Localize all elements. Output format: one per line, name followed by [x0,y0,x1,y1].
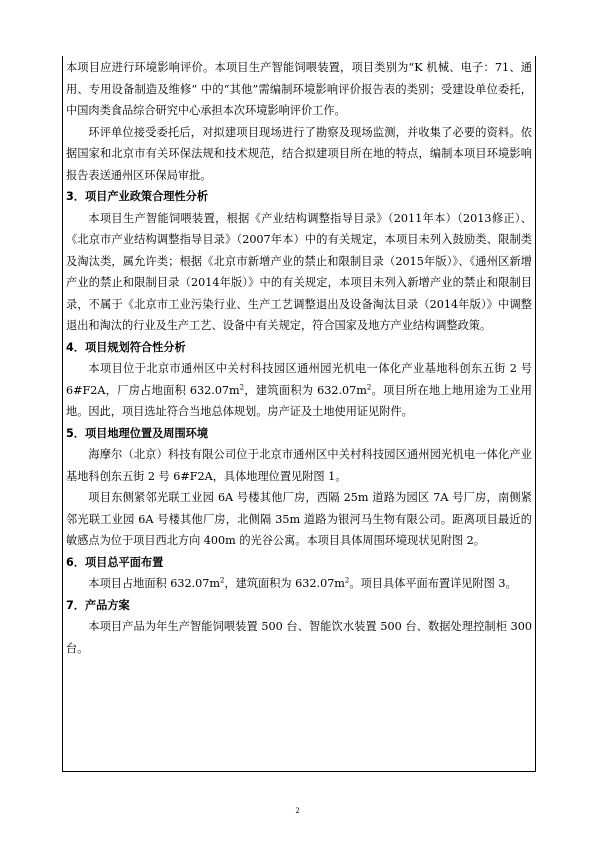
s4-text-b: ，建筑面积为 632.07m [244,383,367,397]
section-6-title: 6．项目总平面布置 [66,555,164,569]
s6-text-a: 本项目占地面积 632.07m [88,577,221,590]
section-5-paragraph-1: 海摩尔（北京）科技有限公司位于北京市通州区中关村科技园区通州园光机电一体化产业基地科创东五街 2 号 6#F2A，具体地理位置见附图 1。 [66,448,532,483]
section-3-paragraph: 本项目生产智能饲喂装置，根据《产业结构调整指导目录》（2011年本）（2013修正）、《北京市产业结构调整指导目录》（2007年本）中的有关规定，本项目未列入鼓励类、限制类及淘汰类，属允许类；根据《北京市新增产业的禁止和限制目录（2015年版）》、《通州区新增产业的禁止和限制目录（2014年版）》中的有关规定，本项目未列入新增产业的禁止和限制目录，不属于《北京市工业污染行业、生产工艺调整退出及设备淘汰目录（2014年版）》中调整退出和淘汰的行业及生产工艺、设备中有关规定，符合国家及地方产业结构调整政策。 [66,211,532,332]
s6-sup-1: 2 [220,576,225,585]
section-5-paragraph-2: 项目东侧紧邻光联工业园 6A 号楼其他厂房，西隔 25m 道路为园区 7A 号厂房，南侧紧邻光联工业园 6A 号楼其他厂房，北侧隔 35m 道路为银河马生物有限公司。距离项目最近的敏感点为位于项目西北方向 400m 的光谷公寓。本项目具体周围环境现状见附图 2。 [66,491,532,547]
intro-paragraph-1: 本项目应进行环境影响评价。本项目生产智能饲喂装置，项目类别为“K 机械、电子：71、通用、专用设备制造及维修” 中的“其他”需编制环境影响评价报告表的类别；受建设单位委托，中国肉类食品综合研究中心承担本次环境影响评价工作。 [66,61,532,117]
section-6-paragraph [66,573,532,595]
s4-text-a: 本项目位于北京市通州区中关村科技园区通州园光机电一体化产业基地科创东五街 2 号 6#F2A，厂房占地面积 632.07m [66,362,532,397]
section-7-title: 7．产品方案 [66,598,130,612]
s4-sup-2: 2 [366,382,372,391]
section-7-paragraph: 本项目产品为年生产智能饲喂装置 500 台、智能饮水装置 500 台、数据处理控制柜 300 台。 [66,620,532,655]
document-body [66,57,532,659]
s6-text-b: ，建筑面积为 632.07m [224,577,345,590]
s6-text-c: 。项目具体平面布置详见附图 3。 [349,577,517,590]
intro-paragraph-2: 环评单位接受委托后，对拟建项目现场进行了勘察及现场监测，并收集了必要的资料。依据国家和北京市有关环保法规和技术规范，结合拟建项目所在地的特点，编制本项目环境影响报告表送通州区环保局审批。 [66,125,532,182]
s4-text-c: 。项目所在地上地用途为工业用地。因此，项目选址符合当地总体规划。房产证及土地使用证见附件。 [66,383,532,418]
s4-sup-1: 2 [239,382,245,391]
page-number: 2 [295,806,300,815]
section-5-title: 5．项目地理位置及周围环境 [66,426,209,440]
section-3-title: 3．项目产业政策合理性分析 [66,190,209,203]
section-4-title: 4．项目规划符合性分析 [66,340,186,354]
section-4-paragraph [66,358,532,423]
s6-sup-2: 2 [344,576,350,585]
